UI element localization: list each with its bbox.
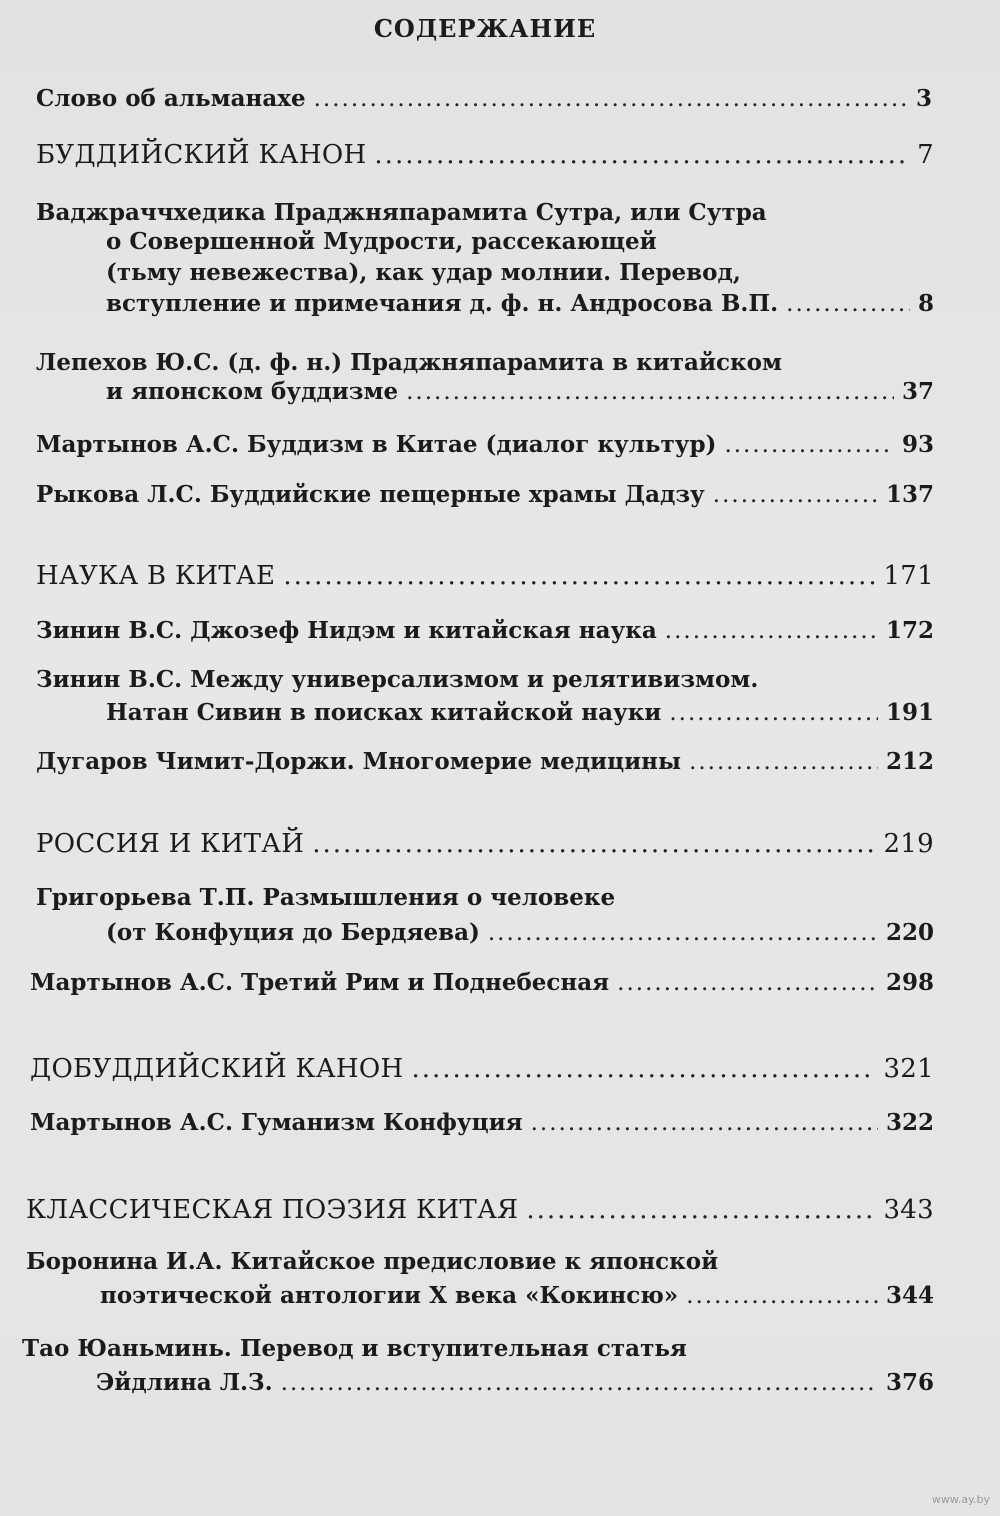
section-title: НАУКА В КИТАЕ <box>36 561 276 591</box>
leader-dots <box>669 698 878 728</box>
entry-text: Мартынов А.С. Гуманизм Конфуция <box>30 1109 523 1136</box>
page-number: 376 <box>885 1369 934 1396</box>
leader-dots <box>689 747 878 777</box>
page-number: 3 <box>915 85 932 112</box>
leader-dots <box>617 968 878 998</box>
toc-entry <box>36 430 934 460</box>
section-title: БУДДИЙСКИЙ КАНОН <box>36 140 367 170</box>
leader-dots <box>283 561 875 591</box>
leader-dots <box>281 1368 878 1398</box>
toc-entry <box>36 84 932 114</box>
page-number: 93 <box>901 431 934 458</box>
entry-line: о Совершенной Мудрости, рассекающей <box>106 228 657 255</box>
entry-text: Мартынов А.С. Третий Рим и Поднебесная <box>30 969 610 996</box>
section-title: ДОБУДДИЙСКИЙ КАНОН <box>30 1054 404 1084</box>
toc-entry <box>106 377 934 407</box>
entry-text: вступление и примечания д. ф. н. Андросова В.П. <box>106 290 779 317</box>
page-number: 219 <box>883 829 934 859</box>
entry-text: поэтической антологии X века «Кокинсю» <box>100 1282 679 1309</box>
leader-dots <box>488 918 878 948</box>
toc-entry <box>106 918 934 948</box>
toc-section <box>36 561 934 591</box>
entry-text: Эйдлина Л.З. <box>96 1369 273 1396</box>
page-number: 171 <box>883 561 934 591</box>
page-number: 298 <box>885 969 934 996</box>
leader-dots <box>531 1108 878 1138</box>
toc-entry <box>106 698 934 728</box>
page-number: 212 <box>885 748 934 775</box>
section-title: КЛАССИЧЕСКАЯ ПОЭЗИЯ КИТАЯ <box>26 1195 519 1225</box>
leader-dots <box>713 480 878 510</box>
leader-dots <box>374 140 909 170</box>
entry-text: Натан Сивин в поисках китайской науки <box>106 699 662 726</box>
page-number: 7 <box>917 140 934 170</box>
toc-section <box>36 829 934 859</box>
entry-text: (от Конфуция до Бердяева) <box>106 919 480 946</box>
toc-entry <box>36 616 934 646</box>
toc-section <box>36 140 934 170</box>
entry-line: Ваджраччхедика Праджняпарамита Сутра, или Сутра <box>36 199 767 226</box>
toc-entry <box>30 1108 934 1138</box>
leader-dots <box>724 430 894 460</box>
entry-text: Рыкова Л.С. Буддийские пещерные храмы Дадзу <box>36 481 705 508</box>
page-title: СОДЕРЖАНИЕ <box>373 14 597 43</box>
page-number: 322 <box>885 1109 934 1136</box>
entry-text: и японском буддизме <box>106 378 399 405</box>
entry-line: (тьму невежества), как удар молнии. Перевод, <box>106 259 741 286</box>
toc-entry <box>100 1281 934 1311</box>
page-number: 37 <box>901 378 934 405</box>
entry-line: Зинин В.С. Между универсализмом и релятивизмом. <box>36 666 759 693</box>
toc-entry <box>30 968 934 998</box>
page-number: 344 <box>885 1282 934 1309</box>
leader-dots <box>406 377 894 407</box>
page-number: 220 <box>885 919 934 946</box>
leader-dots <box>312 829 875 859</box>
page-number: 8 <box>917 290 934 317</box>
entry-text: Дугаров Чимит-Доржи. Многомерие медицины <box>36 748 682 775</box>
leader-dots <box>665 616 878 646</box>
leader-dots <box>786 289 910 319</box>
leader-dots <box>686 1281 878 1311</box>
entry-text: Зинин В.С. Джозеф Нидэм и китайская наука <box>36 617 657 644</box>
entry-line: Лепехов Ю.С. (д. ф. н.) Праджняпарамита в китайском <box>36 349 782 376</box>
toc-section <box>30 1054 934 1084</box>
leader-dots <box>314 84 908 114</box>
leader-dots <box>411 1054 875 1084</box>
page-number: 137 <box>885 481 934 508</box>
leader-dots <box>526 1195 875 1225</box>
entry-line: Григорьева Т.П. Размышления о человеке <box>36 884 616 911</box>
toc-entry <box>96 1368 934 1398</box>
toc-section <box>26 1195 934 1225</box>
page-number: 172 <box>885 617 934 644</box>
page-number: 321 <box>883 1054 934 1084</box>
page-number: 191 <box>885 699 934 726</box>
entry-line: Боронина И.А. Китайское предисловие к японской <box>26 1248 719 1275</box>
entry-text: Мартынов А.С. Буддизм в Китае (диалог культур) <box>36 431 717 458</box>
entry-line: Тао Юаньминь. Перевод и вступительная статья <box>22 1335 687 1362</box>
toc-entry <box>106 289 934 319</box>
page-number: 343 <box>883 1195 934 1225</box>
section-title: РОССИЯ И КИТАЙ <box>36 829 305 859</box>
toc-entry <box>36 747 934 777</box>
watermark: www.ay.by <box>931 1493 990 1506</box>
toc-entry <box>36 480 934 510</box>
entry-text: Слово об альманахе <box>36 85 306 112</box>
